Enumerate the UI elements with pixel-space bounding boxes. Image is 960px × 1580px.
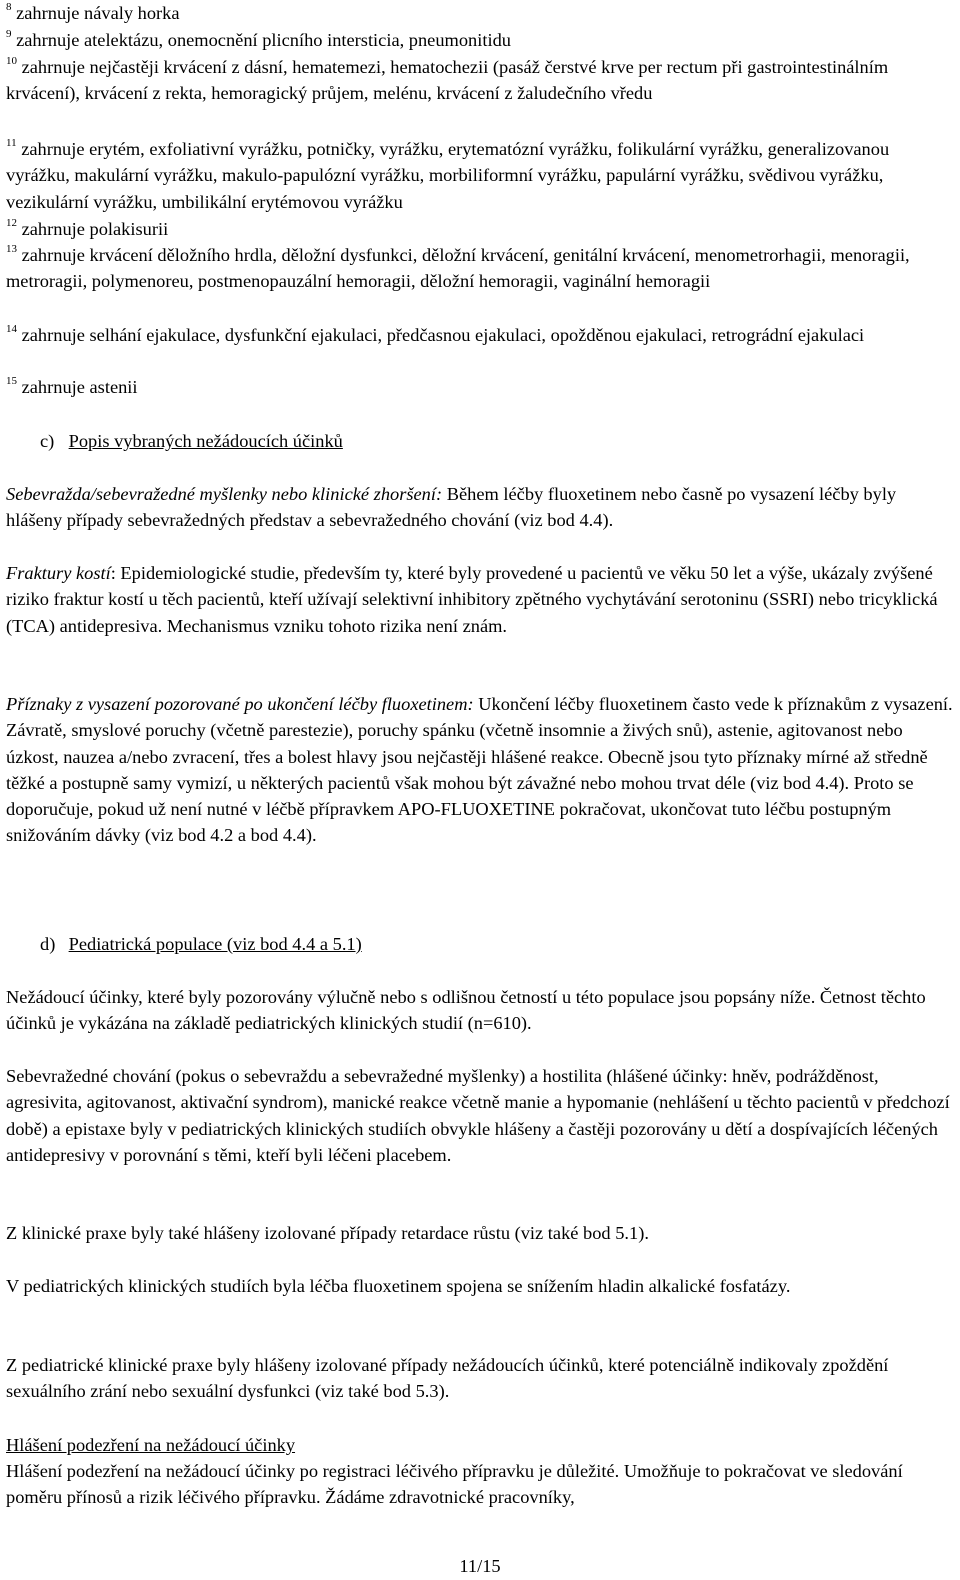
reporting-text: Hlášení podezření na nežádoucí účinky po registraci léčivého přípravku je důležité. Umožňuje to pokračovat ve sledování poměru přínosů a rizik léčivého přípravku. Žádáme zdravotnické pracovníky, bbox=[6, 1461, 903, 1508]
footnote-13: $^{13}$ zahrnuje krvácení děložního hrdla, děložní dysfunkci, děložní krvácení, genitální krvácení, menometrorhagii, menoragii, metroragii, polymenoreu, postmenopauzální hemoragii, děložní hemoragii, vaginální hemoragii bbox=[6, 242, 910, 292]
footnote-text: zahrnuje polakisurii bbox=[21, 219, 169, 239]
paragraph-withdrawal bbox=[6, 691, 954, 849]
section-title: Popis vybraných nežádoucích účinků bbox=[68, 431, 343, 451]
footnote-text: zahrnuje krvácení děložního hrdla, děložní dysfunkci, děložní krvácení, genitální krvácení, menometrorhagii, menoragii, metroragii, polymenoreu, postmenopauzální hemoragii, děložní hemoragii, vaginální hemoragii bbox=[6, 245, 910, 292]
paragraph-lead: Sebevražda/sebevražedné myšlenky nebo klinické zhoršení: bbox=[6, 484, 443, 504]
paragraph-fractures bbox=[6, 560, 954, 639]
paragraph-text: Ukončení léčby fluoxetinem často vede k příznakům z vysazení. Závratě, smyslové poruchy (včetně parestezie), poruchy spánku (včetně insomnie a živých snů), astenie, agitovanost nebo úzkost, nauzea a/nebo zvracení, třes a bolest hlavy jsou nejčastěji hlášené reakce. Obecně jsou tyto příznaky mírné až středně těžké a postupně samy vymizí, u některých pacientů však mohou být závažné nebo mohou trvat déle (viz bod 4.4). Proto se doporučuje, pokud už není nutné v léčbě přípravkem APO-FLUOXETINE pokračovat, ukončovat tuto léčbu postupným snižováním dávky (viz bod 4.2 a bod 4.4). bbox=[6, 694, 953, 846]
paragraph-lead: Fraktury kostí bbox=[6, 563, 111, 583]
footnote-text: zahrnuje selhání ejakulace, dysfunkční ejakulaci, předčasnou ejakulaci, opožděnou ejakulaci, retrográdní ejakulaci bbox=[21, 325, 865, 345]
footnote-9: $^9$ zahrnuje atelektázu, onemocnění plicního intersticia, pneumonitidu bbox=[6, 27, 511, 50]
section-label: d) bbox=[40, 934, 56, 954]
footnote-text: zahrnuje nejčastěji krvácení z dásní, hematemezi, hematochezii (pasáž čerstvé krve per rectum při gastrointestinálním krvácení), krvácení z rekta, hemoragický průjem, melénu, krvácení z žaludečního vředu bbox=[6, 57, 889, 104]
footnote-8: $^8$ zahrnuje návaly horka bbox=[6, 0, 180, 23]
paragraph-pediatric-3: Z klinické praxe byly také hlášeny izolované případy retardace růstu (viz také bod 5.1). bbox=[6, 1223, 649, 1243]
section-title: Pediatrická populace (viz bod 4.4 a 5.1) bbox=[68, 934, 362, 954]
footnote-15: $^{15}$ zahrnuje astenii bbox=[6, 374, 138, 397]
paragraph-suicide bbox=[6, 481, 954, 534]
page-number: 11/15 bbox=[459, 1556, 501, 1576]
section-label: c) bbox=[40, 431, 55, 451]
paragraph-lead: Příznaky z vysazení pozorované po ukončení léčby fluoxetinem: bbox=[6, 694, 474, 714]
footnote-11: $^{11}$ zahrnuje erytém, exfoliativní vyrážku, potničky, vyrážku, erytematózní vyrážku, folikulární vyrážku, generalizovanou vyrážku, makulární vyrážku, makulo-papulózní vyrážku, morbiliformní vyrážku, papulární vyrážku, svědivou vyrážku, vezikulární vyrážku, umbilikální erytémovou vyrážku bbox=[6, 136, 890, 212]
paragraph-pediatric-1: Nežádoucí účinky, které byly pozorovány výlučně nebo s odlišnou četností u této populace jsou popsány níže. Četnost těchto účinků je vykázána na základě pediatrických klinických studií (n=610). bbox=[6, 987, 926, 1034]
paragraph-text: : Epidemiologické studie, především ty, které byly provedené u pacientů ve věku 50 let a výše, ukázaly zvýšené riziko fraktur kostí u těch pacientů, kteří užívají selektivní inhibitory zpětného vychytávání serotoninu (SSRI) nebo tricyklická (TCA) antidepresiva. Mechanismus vzniku tohoto rizika není znám. bbox=[6, 563, 938, 636]
section-d-heading bbox=[40, 931, 362, 957]
paragraph-pediatric-5: Z pediatrické klinické praxe byly hlášeny izolované případy nežádoucích účinků, které potenciálně indikovaly zpoždění sexuálního zrání nebo sexuální dysfunkci (viz také bod 5.3). bbox=[6, 1355, 889, 1402]
paragraph-pediatric-4: V pediatrických klinických studiích byla léčba fluoxetinem spojena se snížením hladin alkalické fosfatázy. bbox=[6, 1276, 791, 1296]
footnote-text: zahrnuje erytém, exfoliativní vyrážku, potničky, vyrážku, erytematózní vyrážku, folikulární vyrážku, generalizovanou vyrážku, makulární vyrážku, makulo-papulózní vyrážku, morbiliformní vyrážku, papulární vyrážku, svědivou vyrážku, vezikulární vyrážku, umbilikální erytémovou vyrážku bbox=[6, 139, 890, 212]
footnote-10: $^{10}$ zahrnuje nejčastěji krvácení z dásní, hematemezi, hematochezii (pasáž čerstvé krve per rectum při gastrointestinálním krvácení), krvácení z rekta, hemoragický průjem, melénu, krvácení z žaludečního vředu bbox=[6, 54, 889, 104]
paragraph-text: Během léčby fluoxetinem nebo časně po vysazení léčby byly hlášeny případy sebevražedných představ a sebevražedného chování (viz bod 4.4). bbox=[6, 484, 897, 531]
footnote-14: $^{14}$ zahrnuje selhání ejakulace, dysfunkční ejakulaci, předčasnou ejakulaci, opožděnou ejakulaci, retrográdní ejakulaci bbox=[6, 322, 865, 345]
footnote-text: zahrnuje atelektázu, onemocnění plicního intersticia, pneumonitidu bbox=[16, 30, 511, 50]
footnote-text: zahrnuje návaly horka bbox=[16, 3, 180, 23]
reporting-heading: Hlášení podezření na nežádoucí účinky bbox=[6, 1435, 296, 1455]
paragraph-pediatric-2: Sebevražedné chování (pokus o sebevraždu a sebevražedné myšlenky) a hostilita (hlášené účinky: hněv, podrážděnost, agresivita, agitovanost, aktivační syndrom), manické reakce včetně manie a hypomanie (nehlášení u těchto pacientů v předchozí době) a epistaxe byly v pediatrických klinických studiích obvykle hlášeny a častěji pozorovány u dětí a dospívajících léčených antidepresivy v porovnání s těmi, kteří byli léčeni placebem. bbox=[6, 1066, 950, 1165]
section-c-heading bbox=[40, 428, 343, 454]
footnote-12: $^{12}$ zahrnuje polakisurii bbox=[6, 216, 169, 239]
footnote-text: zahrnuje astenii bbox=[21, 377, 138, 397]
